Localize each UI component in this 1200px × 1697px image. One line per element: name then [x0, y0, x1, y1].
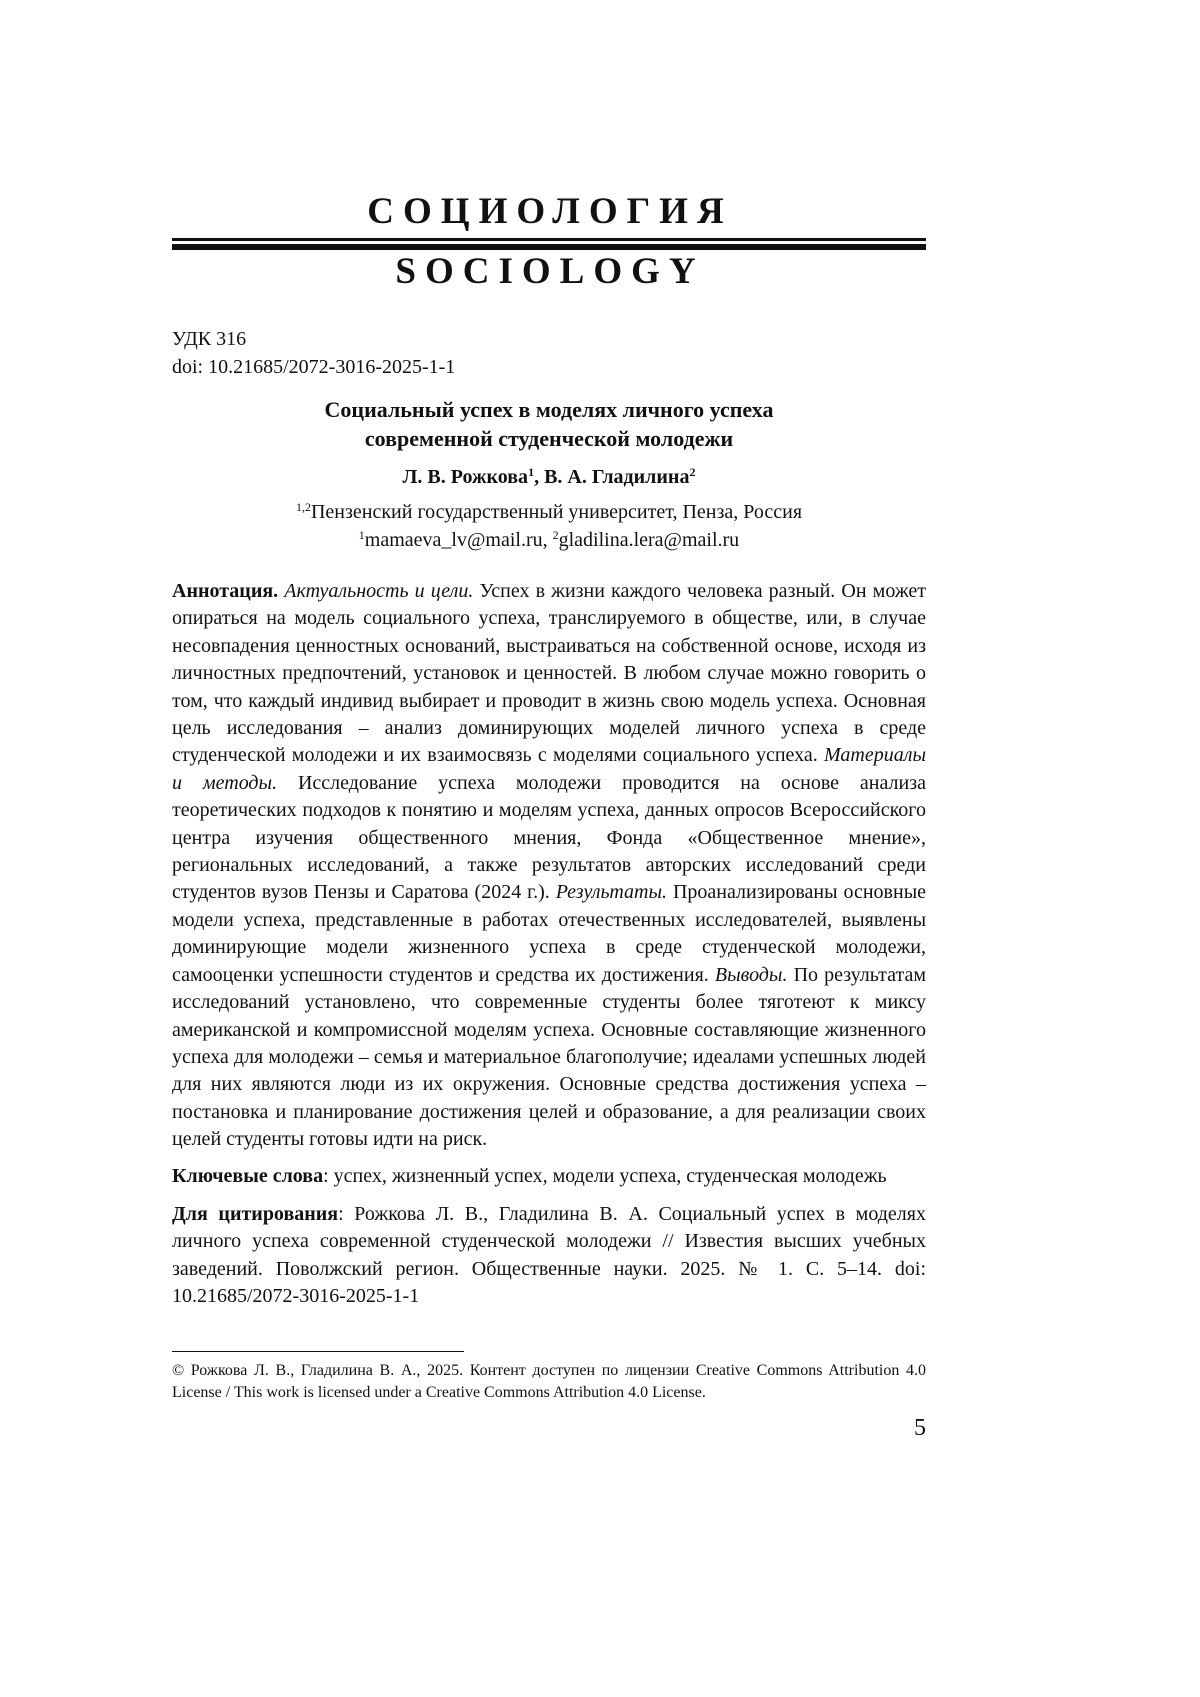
page-number: 5: [914, 1415, 926, 1441]
section-title-en: SOCIOLOGY: [395, 251, 705, 292]
citation-text: : Рожкова Л. В., Гладилина В. А. Социальный успех в моделях личного успеха современной студенческой молодежи // Известия высших учебных заведений. Поволжский регион. Общественные науки. 2025. № 1. С. 5–14. doi: 10.21685/2072-3016-2025-1-1: [172, 1203, 926, 1308]
author-1: Л. В. Рожкова: [402, 466, 529, 488]
email-1-sup: 1: [358, 528, 365, 542]
article-title: [172, 395, 926, 453]
license-footnote: © Рожкова Л. В., Гладилина В. А., 2025. Контент доступен по лицензии Creative Commons Attribution 4.0 License / This work is licensed under a Creative Commons Attribution 4.0 License.: [172, 1362, 926, 1401]
abstract-conclusions-text: По результатам исследований установлено, что современные студенты более тяготеют к миксу американской и компромиссной моделям успеха. Основные составляющие жизненного успеха для молодежи – семья и материальное благополучие; идеалами успешных людей для них являются люди из их окружения. Основные средства достижения успеха – постановка и планирование достижения целей и образование, а для реализации своих целей студенты готовы идти на риск.: [172, 963, 927, 1151]
abstract-conclusions-label: Выводы.: [714, 963, 788, 986]
email-1-link[interactable]: mamaeva_lv@mail.ru: [364, 529, 543, 551]
article-title-line-2: современной студенческой молодежи: [364, 426, 734, 451]
email-2-link[interactable]: gladilina.lera@mail.ru: [558, 529, 740, 551]
abstract-results-text: Проанализированы основные модели успеха, представленные в работах отечественных исследователей, выявлены доминирующие модели жизненного успеха в среде студенческой молодежи, самооценки успешности студентов и средства их достижения.: [172, 881, 927, 986]
author-2-sup: 2: [689, 465, 696, 479]
author-separator: ,: [534, 466, 545, 488]
email-separator: ,: [542, 529, 553, 551]
abstract-methods-label: Материалы и методы.: [172, 744, 927, 794]
affiliation-text: Пензенский государственный университет, Пенза, Россия: [310, 501, 803, 523]
abstract-methods-text: Исследование успеха молодежи проводится на основе анализа теоретических подходов к понятию и моделям успеха, данных опросов Всероссийского центра изучения общественного мнения, Фонда «Общественное мнение», региональных исследований, а также результатов авторских исследований среди студентов вузов Пензы и Саратова (2024 г.).: [172, 771, 927, 904]
emails-line: [172, 526, 926, 554]
abstract: [172, 578, 926, 1154]
citation: [172, 1201, 926, 1311]
keywords-text: : успех, жизненный успех, модели успеха, студенческая молодежь: [323, 1165, 887, 1187]
authors-line: [172, 463, 926, 491]
author-2: В. А. Гладилина: [544, 466, 690, 488]
abstract-relevance-text: Успех в жизни каждого человека разный. Он может опираться на модель социального успеха, транслируемого в обществе, или, в случае несовпадения ценностных оснований, выстраиваться на собственной основе, исходя из личностных предпочтений, установок и ценностей. В любом случае можно говорить о том, что каждый индивид выбирает и проводит в жизнь свою модель успеха. Основная цель исследования – анализ доминирующих моделей личного успеха в среде студенческой молодежи и их взаимосвязь с моделями социального успеха.: [172, 580, 926, 767]
udk-code: УДК 316: [172, 328, 247, 350]
affiliation-sup: 1,2: [295, 500, 311, 514]
doi-line: doi: 10.21685/2072-3016-2025-1-1: [172, 356, 456, 378]
author-1-sup: 1: [528, 465, 535, 479]
keywords: [172, 1163, 926, 1190]
email-2-sup: 2: [552, 528, 559, 542]
abstract-results-label: Результаты.: [555, 881, 668, 904]
affiliation-line: [172, 498, 926, 526]
citation-label: Для цитирования: [172, 1203, 339, 1225]
header-rule-thin: [172, 238, 926, 241]
section-title-ru: СОЦИОЛОГИЯ: [367, 191, 733, 232]
keywords-label: Ключевые слова: [172, 1165, 324, 1187]
footnote-divider: [172, 1351, 464, 1352]
abstract-relevance-label: Актуальность и цели.: [284, 580, 474, 602]
article-title-line-1: Социальный успех в моделях личного успеха: [324, 397, 774, 422]
abstract-label: Аннотация.: [172, 580, 279, 602]
